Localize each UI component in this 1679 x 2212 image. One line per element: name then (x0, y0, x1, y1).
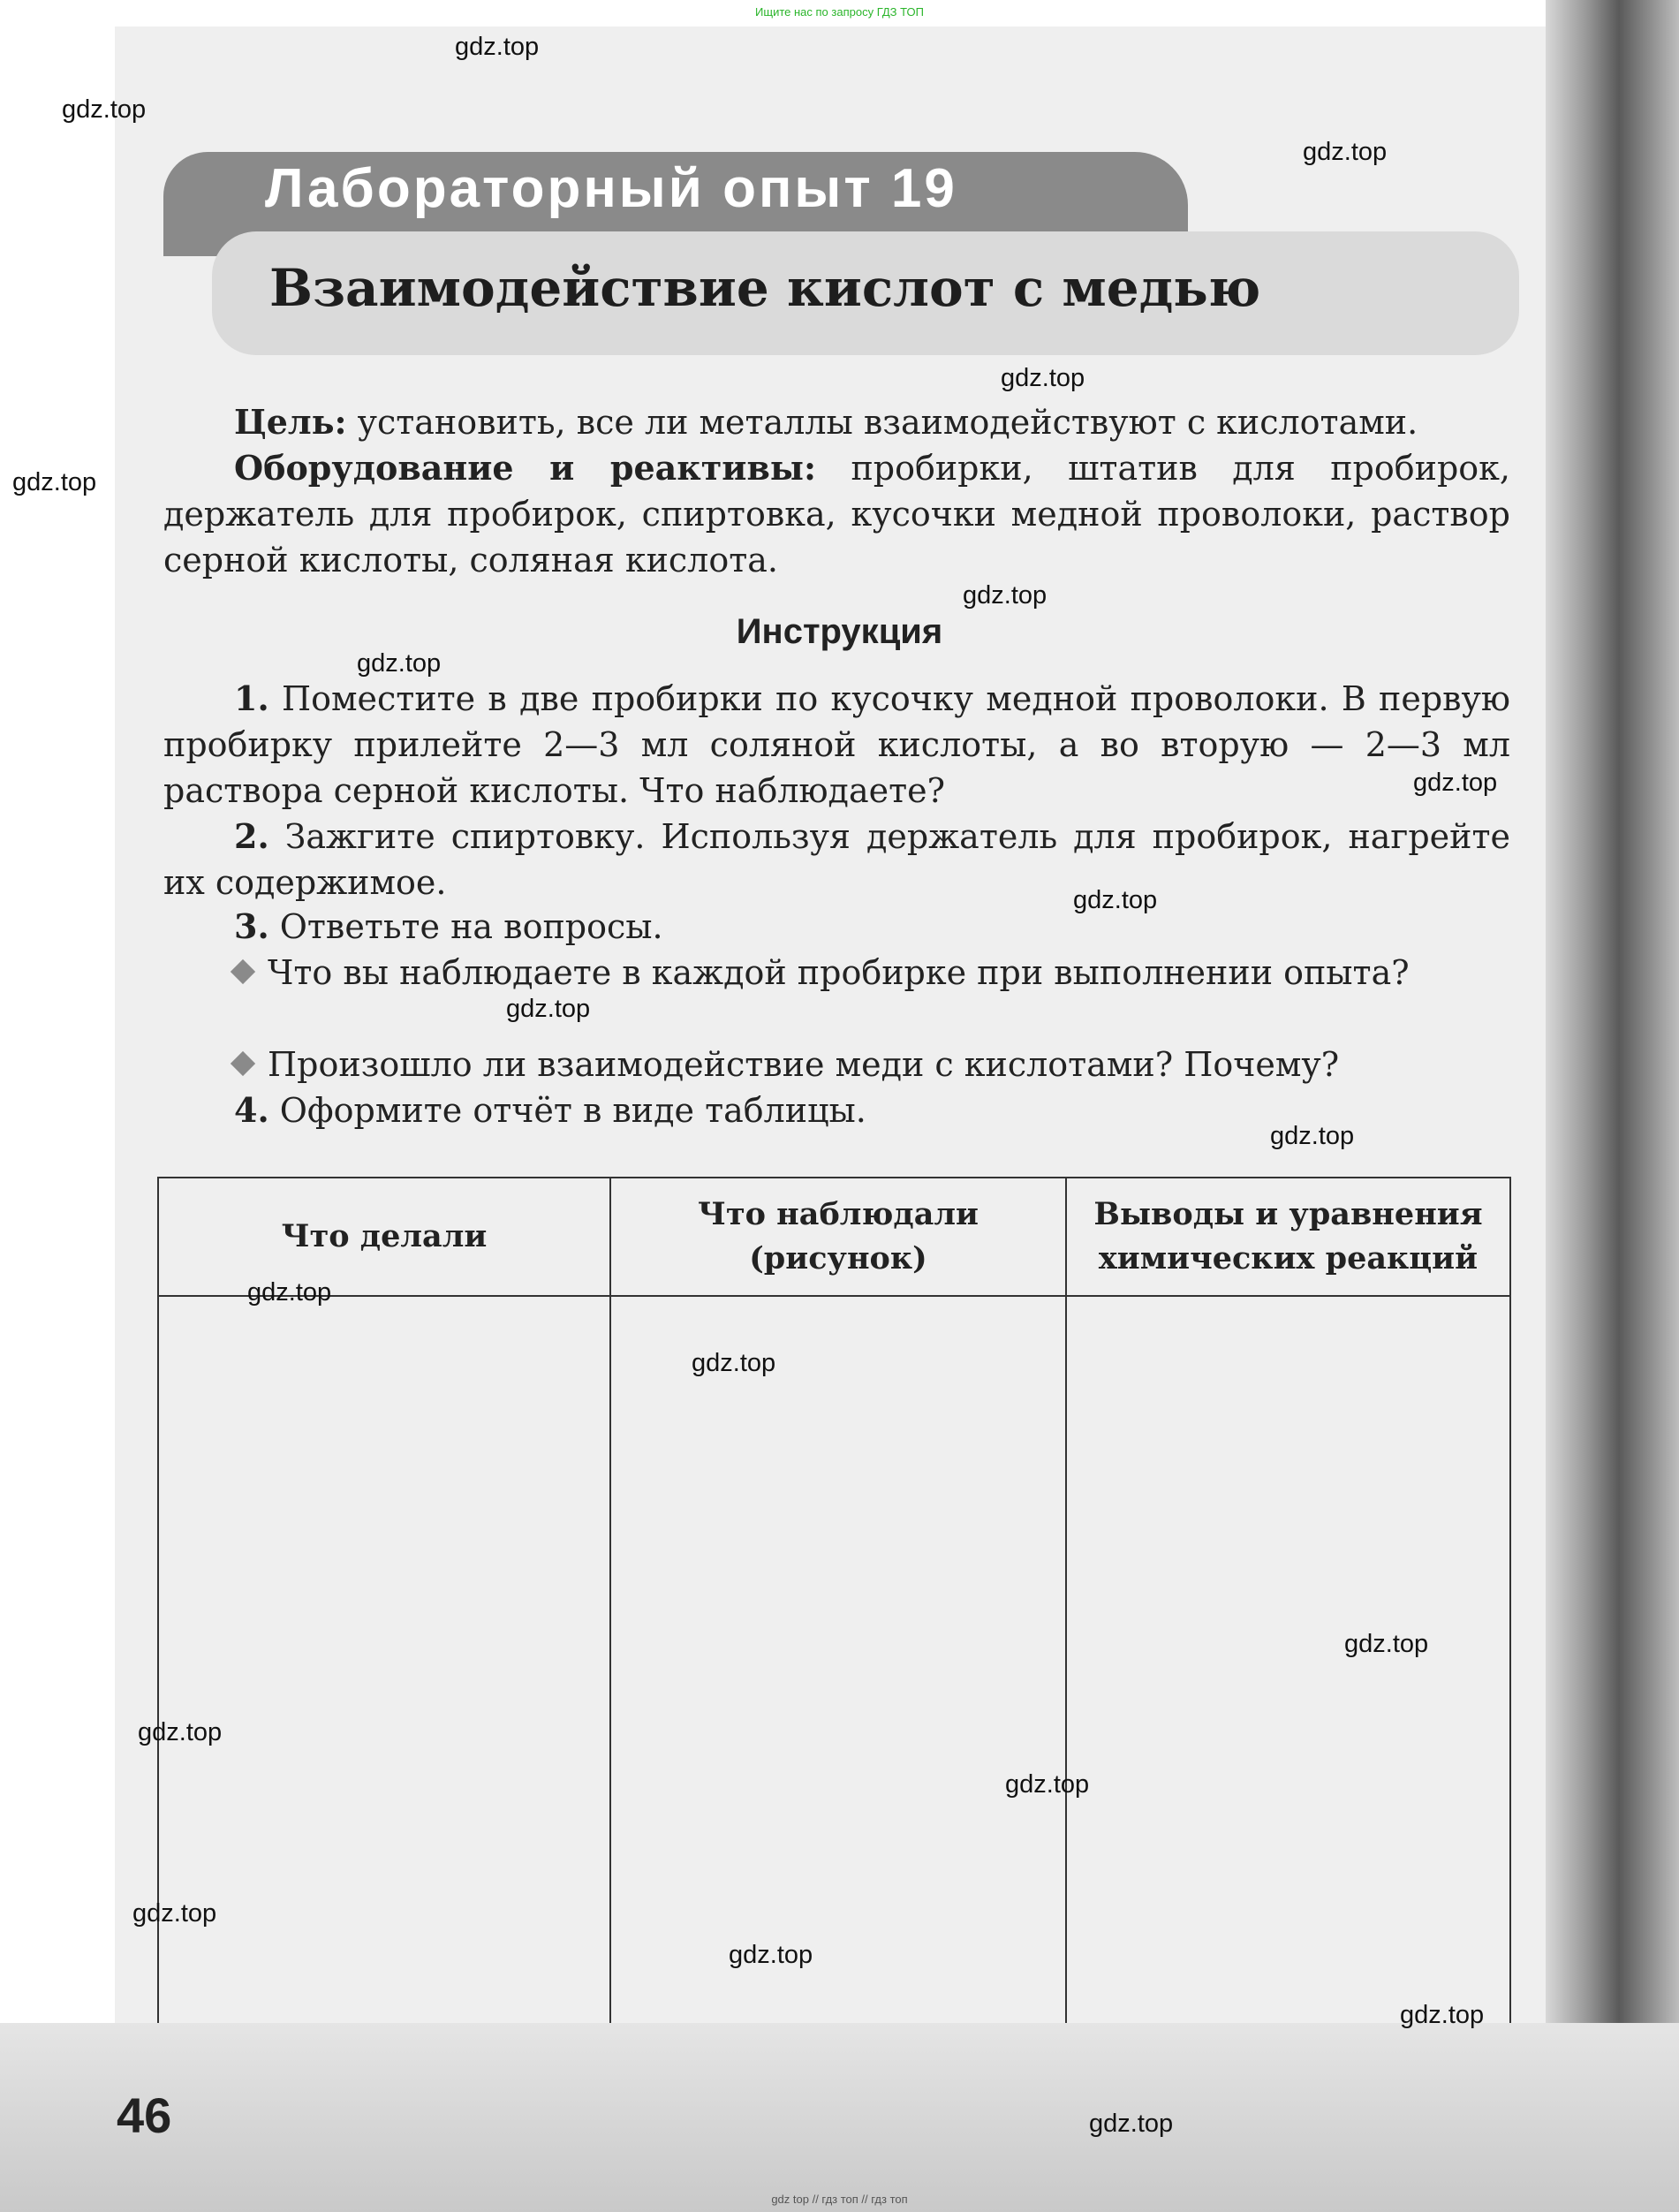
question-1-text: Что вы наблюдаете в каждой пробирке при выполнении опыта? (268, 953, 1410, 992)
equipment-label: Оборудование и реактивы: (234, 448, 816, 488)
step-4-text: Оформите отчёт в виде таблицы. (268, 1091, 866, 1130)
report-table (157, 1177, 1511, 2034)
table-header-row (158, 1178, 1510, 1296)
watermark: gdz.top (692, 1349, 776, 1377)
column-header-observed: Что наблюдали (рисунок) (610, 1178, 1066, 1296)
column-header-conclusions: Выводы и уравнения химических реакций (1066, 1178, 1510, 1296)
instructions-title: Инструкция (736, 612, 943, 651)
top-note[interactable]: Ищите нас по запросу ГДЗ ТОП (755, 5, 924, 19)
watermark: gdz.top (1001, 364, 1085, 392)
watermark: gdz.top (1413, 769, 1498, 797)
table-cell-conclusions[interactable] (1066, 1296, 1510, 2033)
watermark: gdz.top (1344, 1630, 1429, 1658)
watermark: gdz.top (963, 581, 1047, 610)
step-1-text: Поместите в две пробирки по кусочку медной проволоки. В первую пробирку прилейте 2—3 мл соляной кислоты, а во вторую — 2—3 мл раствора серной кислоты. Что наблюдаете? (163, 679, 1510, 810)
diamond-bullet-icon (231, 1051, 255, 1076)
diamond-bullet-icon (231, 959, 255, 984)
watermark: gdz.top (357, 649, 442, 678)
watermark: gdz.top (1073, 886, 1158, 914)
watermark: gdz.top (247, 1278, 332, 1307)
question-2 (163, 1042, 1510, 1087)
watermark: gdz.top (1303, 138, 1388, 166)
watermark: gdz.top (12, 468, 97, 496)
step-4-number: 4. (234, 1090, 269, 1130)
goal-label: Цель: (234, 402, 347, 442)
step-3-text: Ответьте на вопросы. (268, 907, 663, 946)
watermark: gdz.top (1400, 2001, 1485, 2029)
table-cell-done[interactable] (158, 1296, 610, 2033)
table-row (158, 1296, 1510, 2033)
goal-text: установить, все ли металлы взаимодействуют с кислотами. (346, 403, 1418, 442)
watermark: gdz.top (62, 95, 147, 124)
step-2-text: Зажгите спиртовку. Используя держатель для пробирок, нагрейте их содержимое. (163, 817, 1510, 902)
page-edge-shadow (1546, 0, 1679, 2212)
watermark: gdz.top (1270, 1122, 1355, 1150)
question-1 (163, 950, 1510, 996)
equipment-text: пробирки, штатив для пробирок, держатель для пробирок, спиртовка, кусочки медной проволоки, раствор серной кислоты, соляная кислота. (163, 449, 1510, 580)
page-number: 46 (117, 2087, 172, 2143)
watermark: gdz.top (729, 1941, 813, 1969)
step-1-number: 1. (234, 678, 269, 718)
page-bottom-margin (0, 2023, 1679, 2212)
page-title: Взаимодействие кислот с медью (269, 258, 1261, 318)
question-2-text: Произошло ли взаимодействие меди с кислотами? Почему? (268, 1045, 1340, 1084)
step-3-number: 3. (234, 906, 269, 946)
watermark: gdz.top (455, 33, 540, 61)
bottom-note[interactable]: gdz top // гдз топ // гдз топ (771, 2193, 908, 2206)
watermark: gdz.top (1005, 1770, 1090, 1799)
watermark: gdz.top (1089, 2110, 1174, 2138)
step-2 (163, 814, 1510, 905)
step-3 (163, 904, 1510, 950)
step-2-number: 2. (234, 816, 269, 856)
step-1 (163, 676, 1510, 814)
watermark: gdz.top (138, 1718, 223, 1746)
equipment-paragraph (163, 445, 1510, 583)
watermark: gdz.top (132, 1899, 217, 1928)
table-cell-observed[interactable] (610, 1296, 1066, 2033)
column-header-done: Что делали (158, 1178, 610, 1296)
goal-paragraph (163, 399, 1510, 445)
watermark: gdz.top (506, 995, 591, 1023)
lab-label: Лабораторный опыт 19 (265, 158, 957, 219)
